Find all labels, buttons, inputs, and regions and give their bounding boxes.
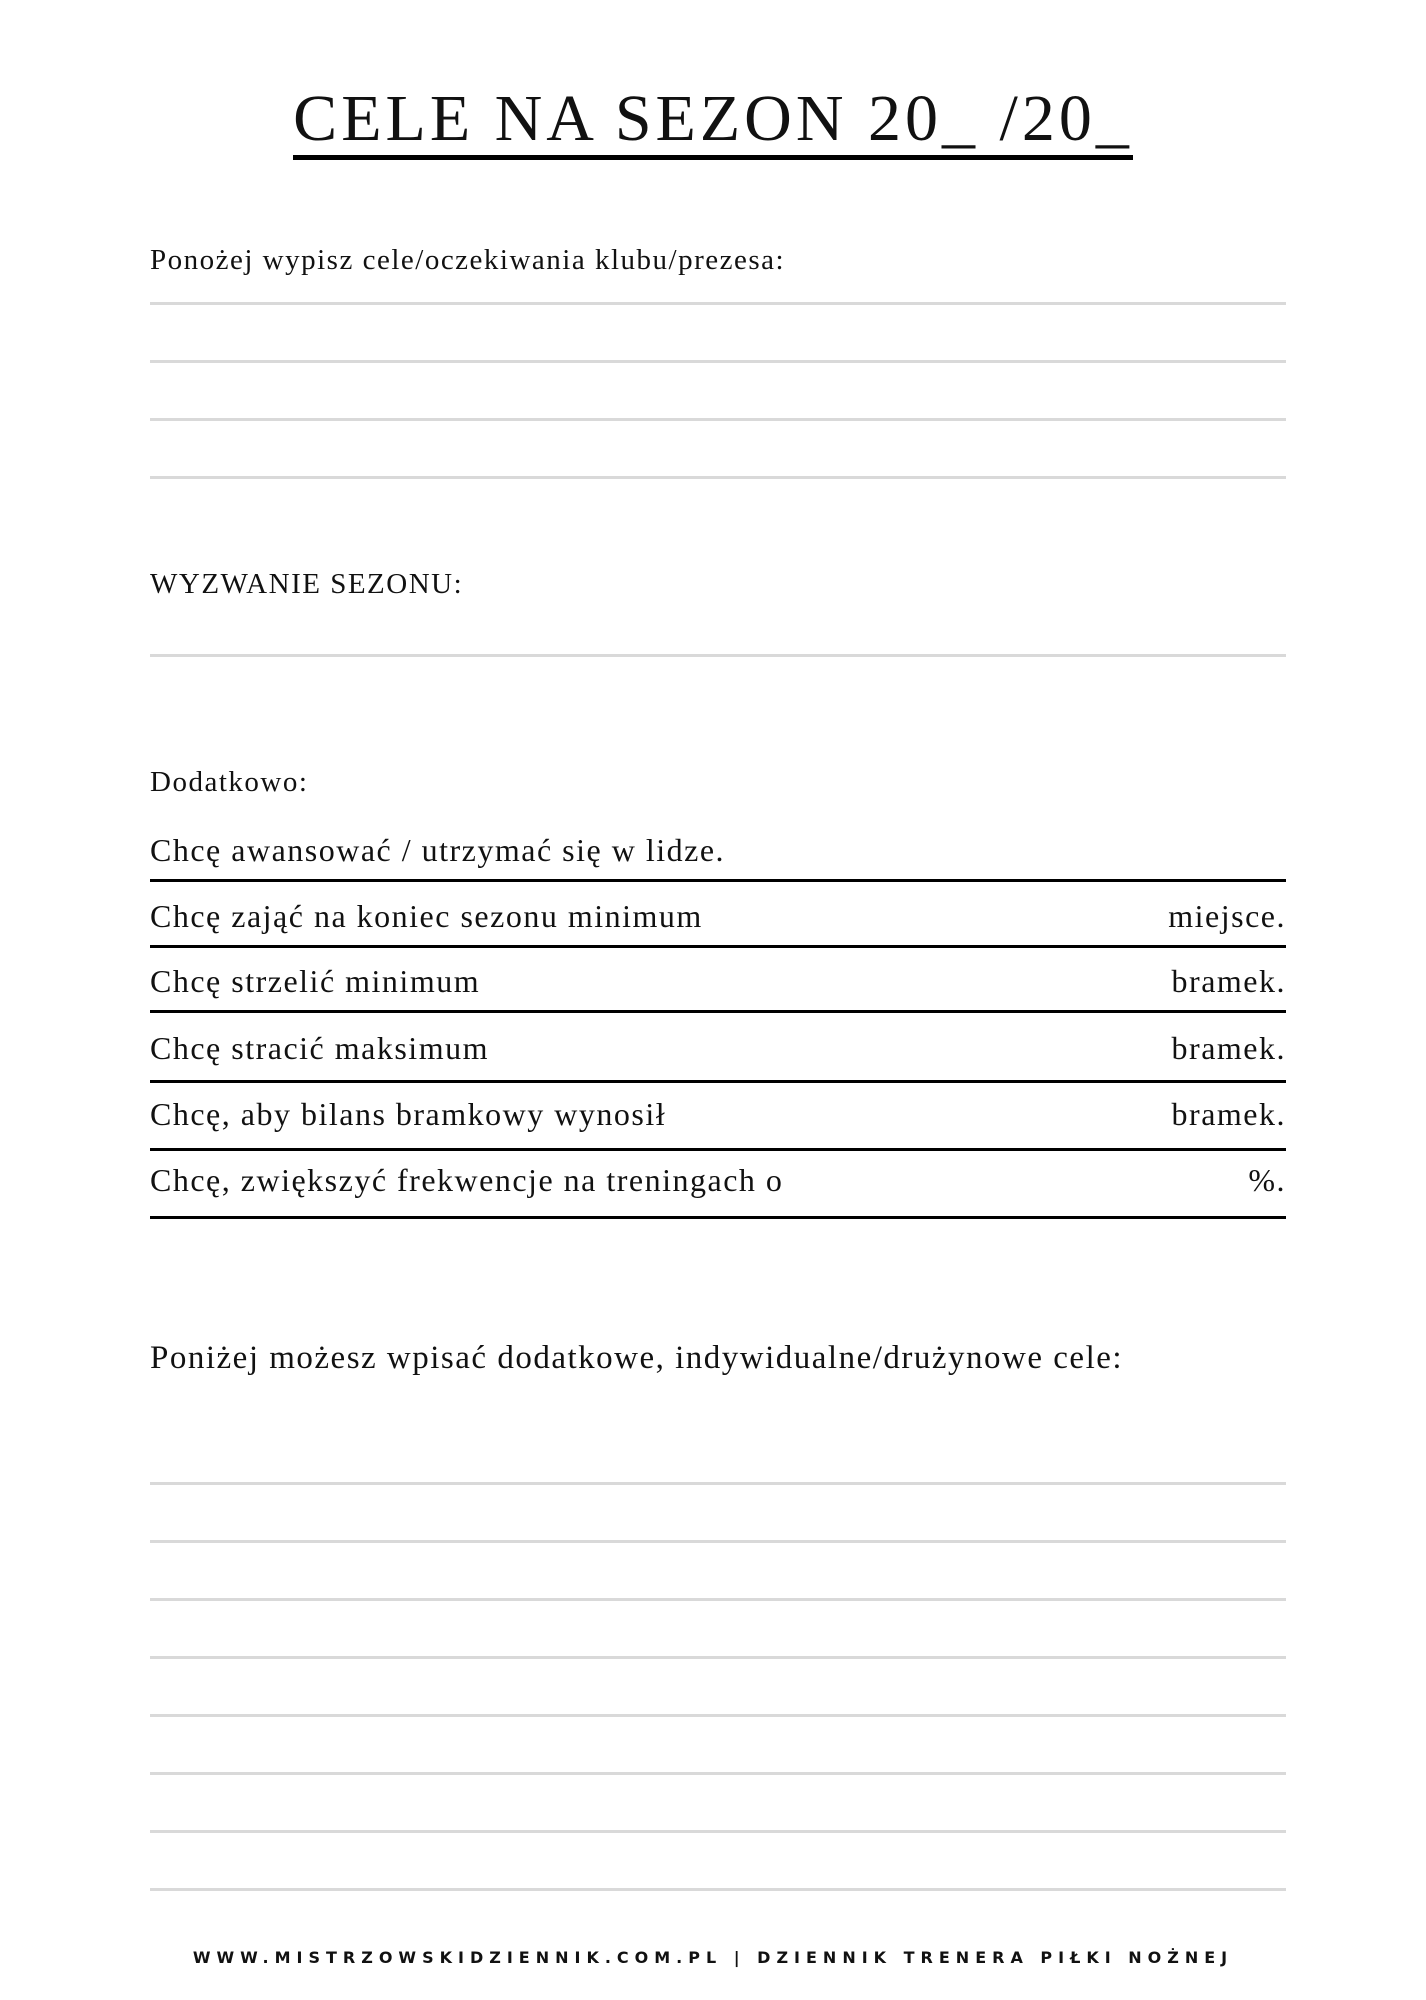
- individual-goals-line-4[interactable]: [150, 1656, 1286, 1659]
- goal-row-attendance-line[interactable]: [150, 1216, 1286, 1219]
- club-goals-label: Ponożej wypisz cele/oczekiwania klubu/prezesa:: [150, 244, 786, 276]
- season-challenge-label: WYZWANIE SEZONU:: [150, 568, 464, 600]
- club-goals-line-2[interactable]: [150, 360, 1286, 363]
- individual-goals-label: Poniżej możesz wpisać dodatkowe, indywidualne/drużynowe cele:: [150, 1340, 1124, 1376]
- goal-row-attendance: Chcę, zwiększyć frekwencje na treningach o: [150, 1162, 784, 1198]
- individual-goals-line-3[interactable]: [150, 1598, 1286, 1601]
- additional-label: Dodatkowo:: [150, 766, 309, 798]
- goal-row-position: Chcę zająć na koniec sezonu minimum: [150, 898, 703, 934]
- page-title-text: CELE NA SEZON 20_ /20_: [293, 82, 1133, 160]
- goal-row-position-line[interactable]: [150, 945, 1286, 948]
- page-title: [0, 82, 1426, 155]
- individual-goals-line-5[interactable]: [150, 1714, 1286, 1717]
- individual-goals-line-8[interactable]: [150, 1888, 1286, 1891]
- goal-row-conceded: Chcę stracić maksimum: [150, 1030, 489, 1066]
- goal-row-scored: Chcę strzelić minimum: [150, 963, 481, 999]
- season-challenge-line[interactable]: [150, 654, 1286, 657]
- club-goals-line-3[interactable]: [150, 418, 1286, 421]
- goal-row-conceded-unit: bramek.: [1171, 1030, 1286, 1066]
- goal-row-scored-unit: bramek.: [1171, 963, 1286, 999]
- goal-row-attendance-unit: %.: [1248, 1162, 1286, 1198]
- goal-row-balance-line[interactable]: [150, 1148, 1286, 1151]
- goal-row-promotion: Chcę awansować / utrzymać się w lidze.: [150, 832, 726, 868]
- club-goals-line-1[interactable]: [150, 302, 1286, 305]
- goal-row-position-unit: miejsce.: [1168, 898, 1286, 934]
- goal-row-balance: Chcę, aby bilans bramkowy wynosił: [150, 1096, 667, 1132]
- individual-goals-line-6[interactable]: [150, 1772, 1286, 1775]
- goal-row-balance-unit: bramek.: [1171, 1096, 1286, 1132]
- goal-row-promotion-line[interactable]: [150, 879, 1286, 882]
- individual-goals-line-1[interactable]: [150, 1482, 1286, 1485]
- individual-goals-line-2[interactable]: [150, 1540, 1286, 1543]
- goal-row-conceded-line[interactable]: [150, 1080, 1286, 1083]
- footer: WWW.MISTRZOWSKIDZIENNIK.COM.PL | DZIENNIK TRENERA PIŁKI NOŻNEJ: [192, 1948, 1234, 1967]
- club-goals-line-4[interactable]: [150, 476, 1286, 479]
- goal-row-scored-line[interactable]: [150, 1010, 1286, 1013]
- individual-goals-line-7[interactable]: [150, 1830, 1286, 1833]
